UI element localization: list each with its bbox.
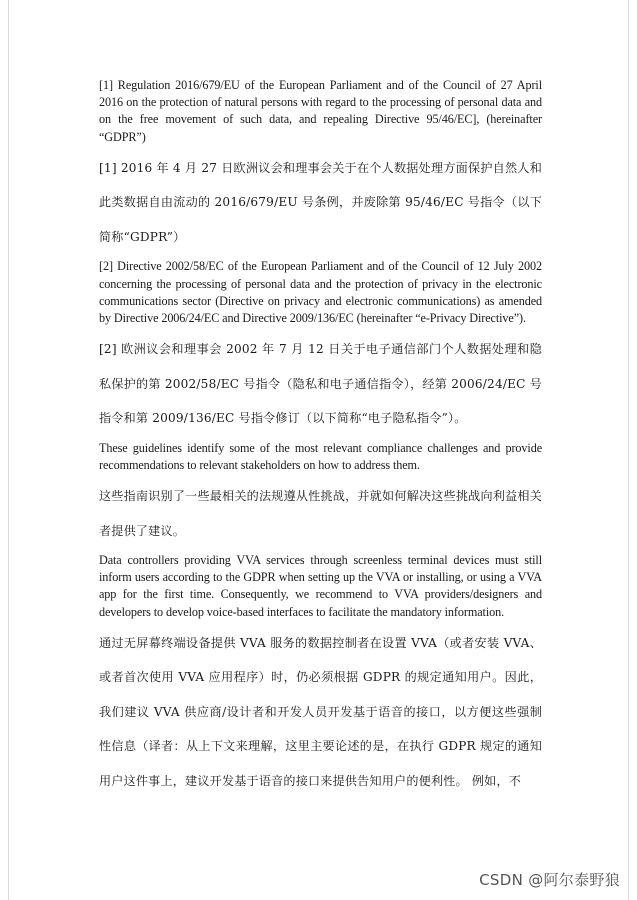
guidelines-paragraph-chinese: 这些指南识别了一些最相关的法规遵从性挑战，并就如何解决这些挑战向利益相关者提供了建议。 bbox=[99, 489, 542, 538]
footnote-1-chinese: [1] 2016 年 4 月 27 日欧洲议会和理事会关于在个人数据处理方面保护自然人和此类数据自由流动的 2016/679/EU 号条例，并废除第 95/46/EC 号指令（以下简称“GDPR”） bbox=[99, 160, 542, 244]
controllers-paragraph-english: Data controllers providing VVA services through screenless terminal devices must still inform users according to the GDPR when setting up the VVA or installing, or using a VVA app for the first time. Consequently, we recommend to VVA providers/designers and developers to develop voice-based interfaces to facilitate the mandatory information. bbox=[99, 553, 542, 619]
footnote-1-english: [1] Regulation 2016/679/EU of the European Parliament and of the Council of 27 April 2016 on the protection of natural persons with regard to the processing of personal data and on the free movement of such data, and repealing Directive 95/46/EC], (hereinafter “GDPR”) bbox=[99, 78, 542, 144]
controllers-paragraph-chinese: 通过无屏幕终端设备提供 VVA 服务的数据控制者在设置 VVA（或者安装 VVA、或者首次使用 VVA 应用程序）时，仍必须根据 GDPR 的规定通知用户。因此，我们建议 VVA 供应商/设计者和开发人员开发基于语音的接口，以方便这些强制性信息（译者：从上下文来理解，这里主要论述的是，在执行 GDPR 规定的通知用户这件事上，建议开发基于语音的接口来提供告知用户的便利性。 例如，不 bbox=[99, 635, 542, 788]
footnote-2-chinese: [2] 欧洲议会和理事会 2002 年 7 月 12 日关于电子通信部门个人数据处理和隐私保护的第 2002/58/EC 号指令（隐私和电子通信指令），经第 2006/24/EC 号指令和第 2009/136/EC 号指令修订（以下简称“电子隐私指令”）。 bbox=[99, 342, 542, 426]
csdn-watermark: CSDN @阿尔泰野狼 bbox=[479, 871, 620, 889]
guidelines-paragraph-english: These guidelines identify some of the most relevant compliance challenges and provide recommendations to relevant stakeholders on how to address them. bbox=[99, 440, 542, 472]
page-right-border bbox=[628, 0, 629, 900]
footnote-2-english: [2] Directive 2002/58/EC of the European Parliament and of the Council of 12 July 2002 concerning the processing of personal data and the protection of privacy in the electronic communications sector (Directive on privacy and electronic communications) as amended by Directive 2006/24/EC and Directive 2009/136/EC (hereinafter “e-Privacy Directive”). bbox=[99, 259, 542, 325]
page-left-border bbox=[8, 0, 9, 900]
document-body bbox=[99, 77, 542, 798]
